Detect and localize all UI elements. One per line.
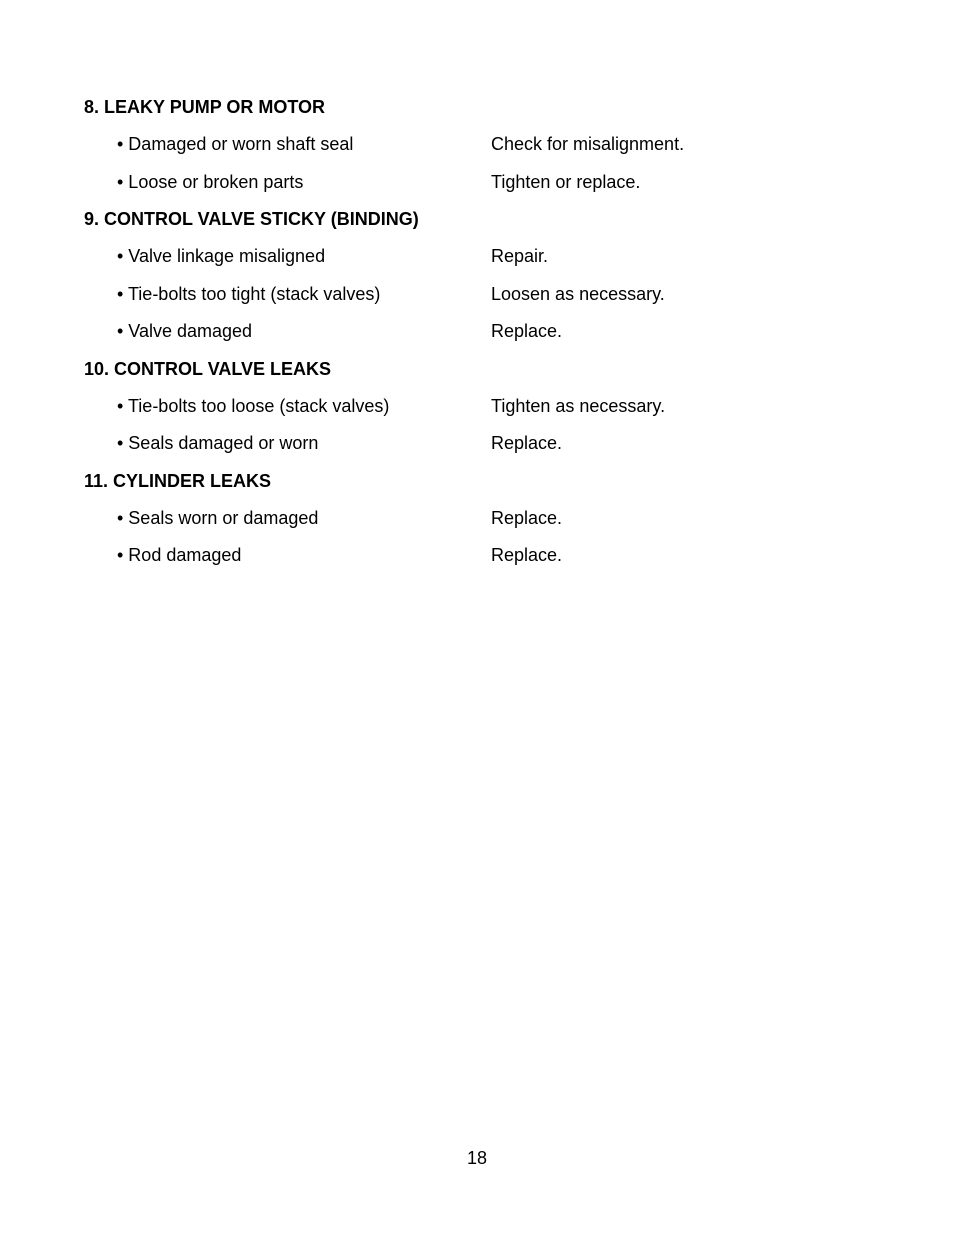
troubleshooting-row: [84, 396, 884, 416]
troubleshooting-list: [84, 97, 884, 583]
cause-text: • Valve linkage misaligned: [117, 246, 326, 266]
cause-text: • Seals worn or damaged: [117, 507, 319, 528]
troubleshooting-row: [84, 545, 884, 565]
troubleshooting-row: [84, 284, 884, 304]
cause-text: • Tie-bolts too tight (stack valves): [117, 283, 381, 304]
cause-text: • Rod damaged: [117, 545, 242, 565]
page-number: 18: [466, 1148, 488, 1168]
troubleshooting-row: [84, 172, 884, 192]
section-cylinder-leaks: [84, 471, 884, 566]
remedy-text: Replace.: [491, 507, 563, 528]
remedy-text: Replace.: [491, 545, 563, 565]
cause-text: • Loose or broken parts: [117, 171, 304, 192]
remedy-text: Loosen as necessary.: [491, 283, 665, 304]
troubleshooting-row: [84, 321, 884, 341]
section-leaky-pump-or-motor: [84, 97, 884, 192]
remedy-text: Repair.: [491, 246, 549, 266]
remedy-text: Replace.: [491, 433, 563, 453]
section-control-valve-leaks: [84, 359, 884, 454]
remedy-text: Tighten as necessary.: [491, 395, 666, 416]
troubleshooting-row: [84, 508, 884, 528]
section-heading: 8. LEAKY PUMP OR MOTOR: [84, 97, 326, 117]
remedy-text: Tighten or replace.: [491, 171, 641, 192]
remedy-text: Check for misalignment.: [491, 134, 685, 154]
cause-text: • Valve damaged: [117, 321, 253, 341]
section-control-valve-sticky: [84, 209, 884, 341]
cause-text: • Seals damaged or worn: [117, 433, 319, 453]
troubleshooting-row: [84, 246, 884, 266]
remedy-text: Replace.: [491, 321, 563, 341]
section-heading: 11. CYLINDER LEAKS: [84, 470, 272, 491]
section-heading: 10. CONTROL VALVE LEAKS: [84, 358, 332, 379]
troubleshooting-row: [84, 134, 884, 154]
cause-text: • Tie-bolts too loose (stack valves): [117, 395, 390, 416]
cause-text: • Damaged or worn shaft seal: [117, 134, 354, 154]
section-heading: 9. CONTROL VALVE STICKY (BINDING): [84, 209, 419, 229]
troubleshooting-row: [84, 433, 884, 453]
